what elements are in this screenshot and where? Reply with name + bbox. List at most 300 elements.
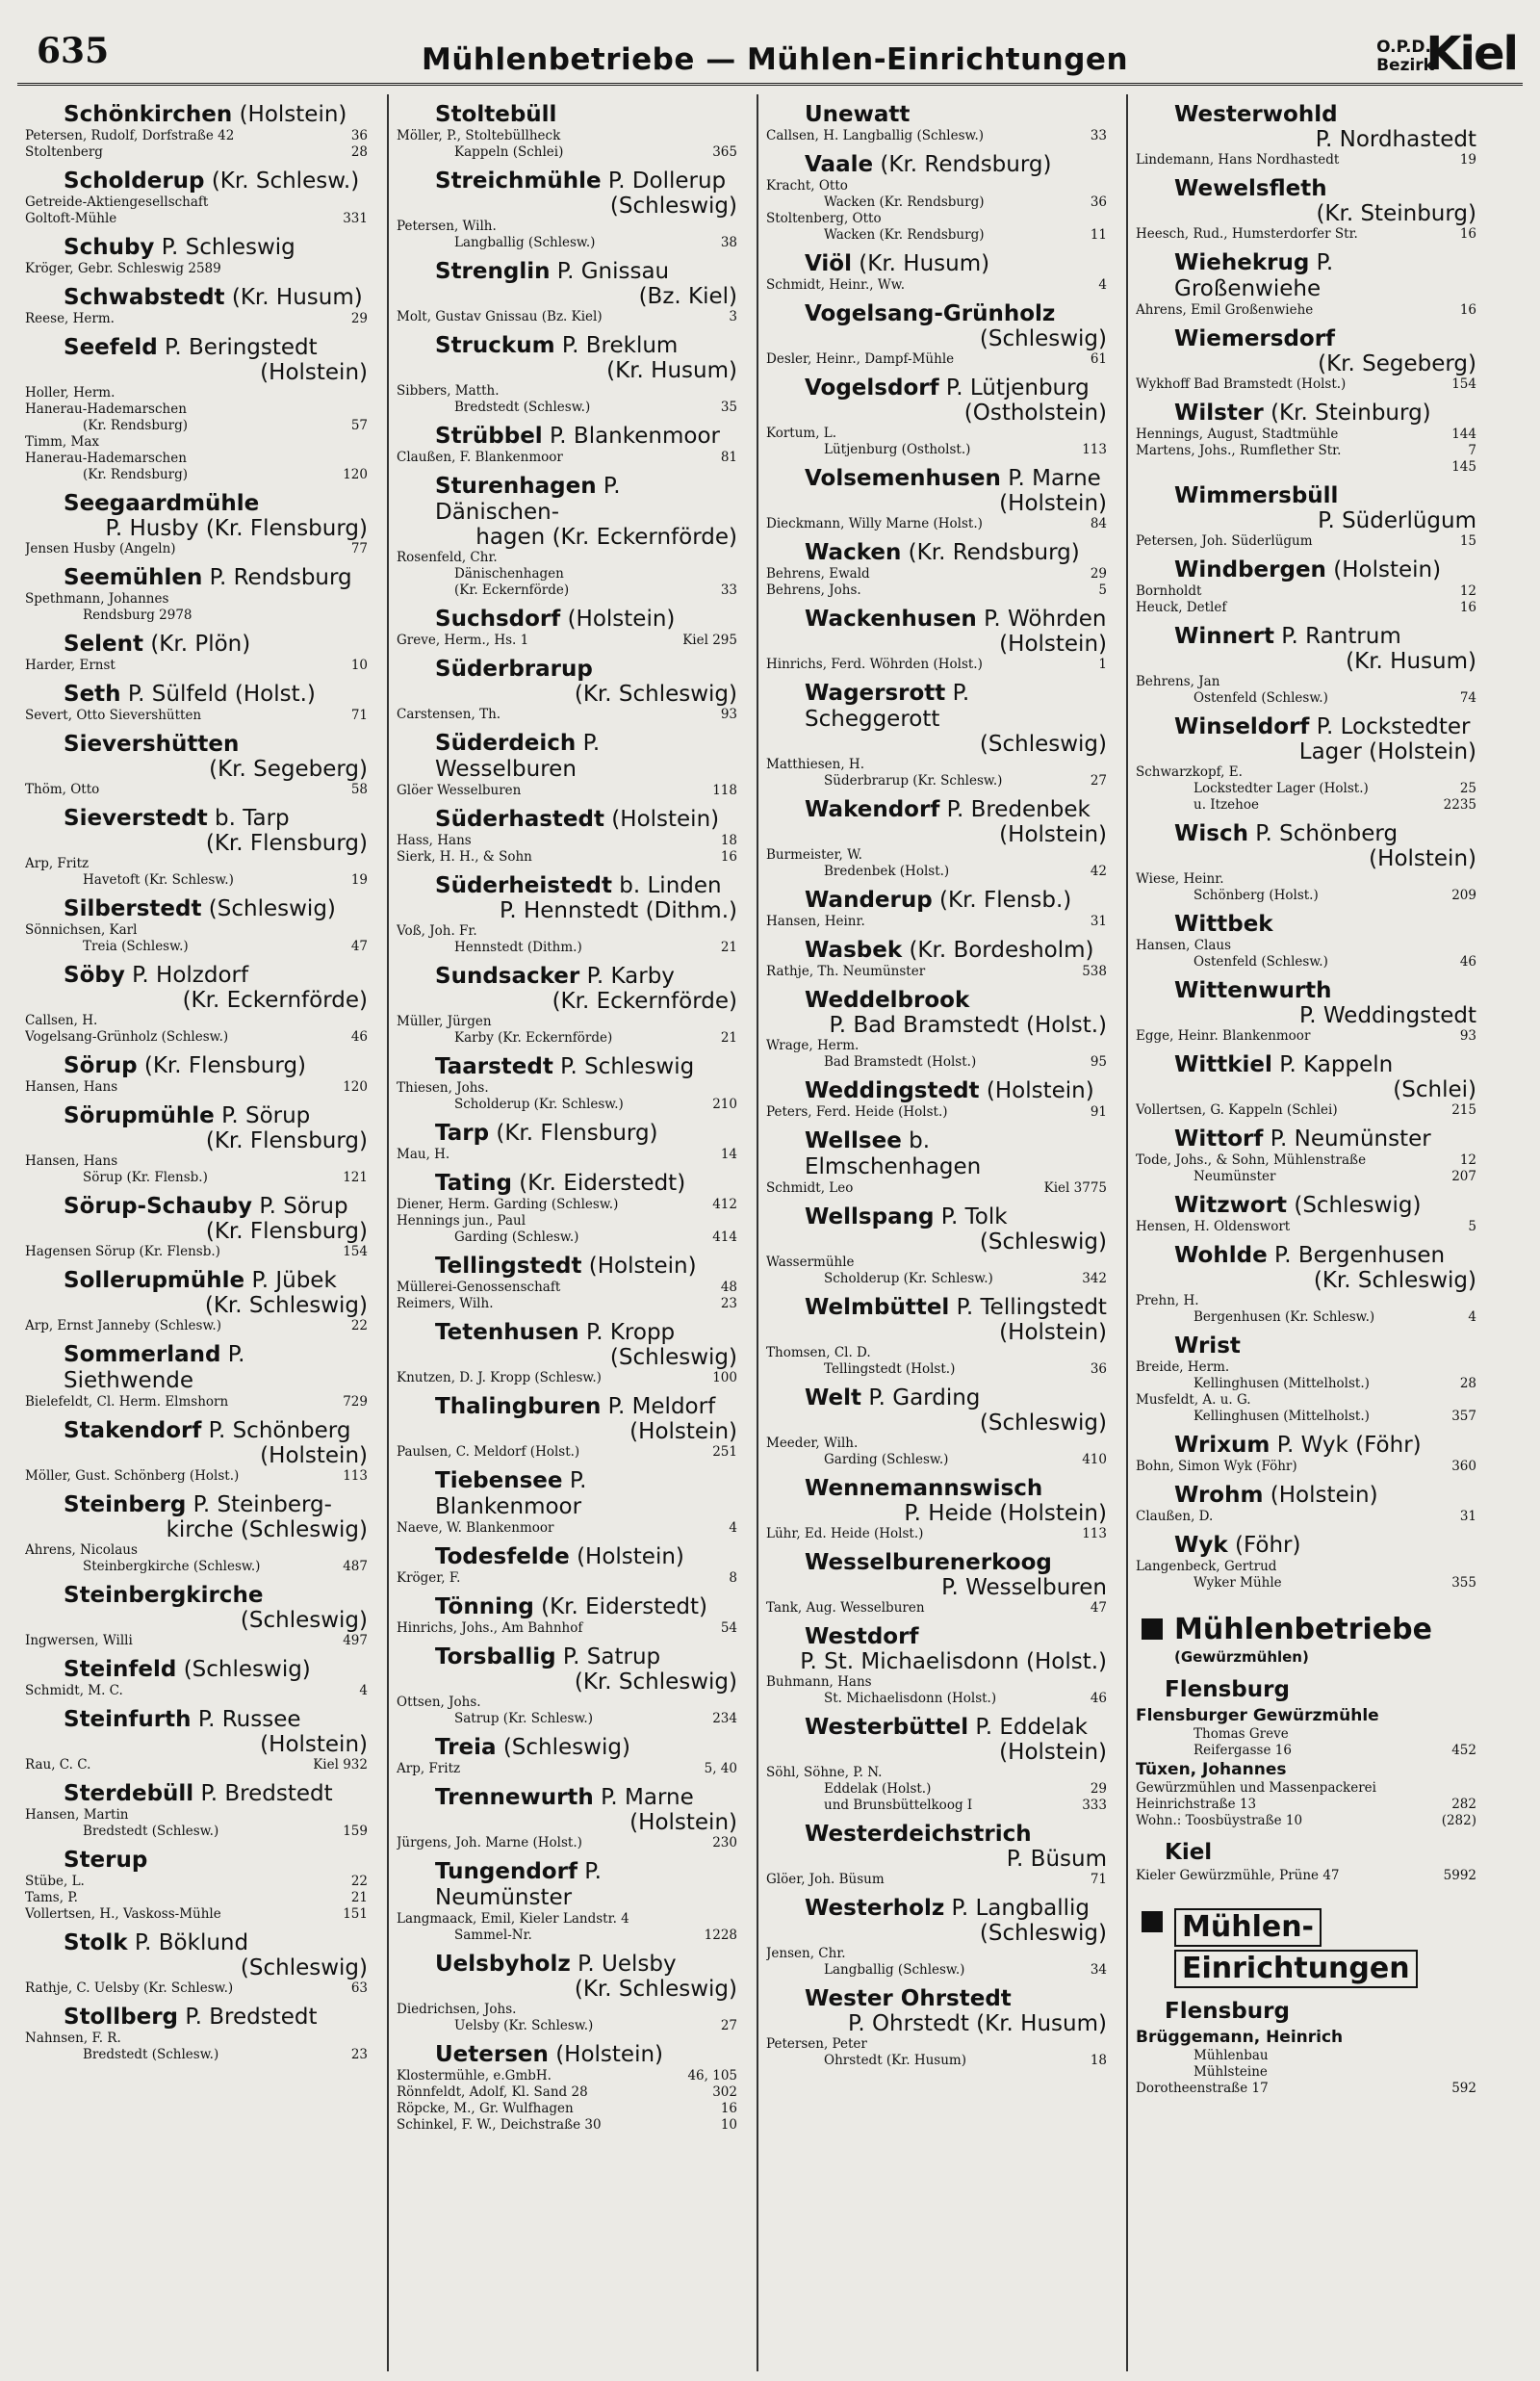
place-heading bbox=[766, 1822, 1107, 1848]
place-heading bbox=[1136, 714, 1476, 740]
listing-line bbox=[1136, 1219, 1476, 1235]
listing-name: Wassermühle bbox=[766, 1255, 855, 1270]
listing-line bbox=[397, 1444, 737, 1461]
listing-number bbox=[1103, 426, 1107, 442]
listing-line bbox=[766, 1962, 1107, 1979]
place-name: Silberstedt bbox=[64, 896, 202, 921]
listing-name: Schmidt, Leo bbox=[766, 1180, 854, 1196]
listing-line bbox=[25, 1559, 368, 1575]
place-detail: (Kr. Bordesholm) bbox=[909, 938, 1094, 963]
listing-name: Wrage, Herm. bbox=[766, 1038, 860, 1053]
place-entry bbox=[397, 1054, 737, 1113]
place-detail: P. Schleswig bbox=[560, 1054, 695, 1079]
listing-name: Hansen, Claus bbox=[1136, 938, 1232, 953]
listing-name: Bornholdt bbox=[1136, 583, 1202, 599]
listing-number: 3 bbox=[729, 309, 737, 324]
page-header bbox=[17, 27, 1523, 86]
place-entry bbox=[1136, 176, 1476, 243]
listing-number: 35 bbox=[720, 400, 737, 415]
listing-number: 538 bbox=[1082, 964, 1107, 979]
listing-name: Hensen, H. Oldenswort bbox=[1136, 1219, 1291, 1234]
place-name: Westerdeichstrich bbox=[805, 1822, 1032, 1847]
listing-name: Diener, Herm. Garding (Schlesw.) bbox=[397, 1197, 619, 1212]
listing-name: Musfeldt, A. u. G. bbox=[1136, 1392, 1251, 1408]
place-heading bbox=[397, 1254, 737, 1280]
listing-number bbox=[733, 2002, 737, 2018]
place-name: Wohlde bbox=[1174, 1243, 1268, 1268]
place-entry bbox=[397, 2042, 737, 2134]
place-heading bbox=[766, 1476, 1107, 1502]
place-heading bbox=[397, 1544, 737, 1570]
listing-name: Claußen, D. bbox=[1136, 1509, 1214, 1524]
section-heading bbox=[1136, 1905, 1476, 1988]
place-detail-continued: (Holstein) bbox=[629, 1419, 737, 1444]
place-name: Wrohm bbox=[1174, 1483, 1264, 1508]
listing-name: (Kr. Rendsburg) bbox=[83, 418, 189, 433]
listing-number: 21 bbox=[720, 940, 737, 955]
place-entry bbox=[1136, 624, 1476, 707]
place-name: Vogelsdorf bbox=[805, 375, 939, 401]
listing-name: Langenbeck, Gertrud bbox=[1136, 1559, 1277, 1574]
place-heading bbox=[397, 1320, 737, 1346]
listing-number: 29 bbox=[1090, 1781, 1107, 1797]
place-detail: (Holstein) bbox=[1333, 557, 1442, 582]
place-name: Suchsdorf bbox=[435, 607, 561, 632]
listing-line bbox=[25, 608, 368, 624]
place-entry bbox=[25, 896, 368, 955]
listing-line bbox=[766, 657, 1107, 673]
place-name: Taarstedt bbox=[435, 1054, 553, 1079]
listing-name: Bohn, Simon Wyk (Föhr) bbox=[1136, 1459, 1297, 1474]
listing-name: Wyker Mühle bbox=[1194, 1575, 1282, 1591]
listing-line bbox=[1136, 1726, 1476, 1743]
listing-name: Ingwersen, Willi bbox=[25, 1633, 133, 1648]
place-heading bbox=[1136, 176, 1476, 202]
place-name: Wackenhusen bbox=[805, 607, 977, 632]
listing-line bbox=[766, 864, 1107, 880]
listing-name: Rönnfeldt, Adolf, Kl. Sand 28 bbox=[397, 2084, 588, 2100]
place-entry bbox=[766, 301, 1107, 368]
place-detail: P. Holzdorf bbox=[132, 963, 249, 988]
listing-number: 100 bbox=[712, 1370, 737, 1385]
place-heading bbox=[766, 607, 1107, 633]
place-detail: P. Bredstedt bbox=[200, 1781, 333, 1806]
place-heading bbox=[766, 1624, 1107, 1650]
listing-line bbox=[397, 2002, 737, 2018]
place-detail: P. Tolk bbox=[940, 1204, 1008, 1229]
place-name: Wiehekrug bbox=[1174, 250, 1310, 275]
column-4 bbox=[1126, 94, 1484, 2371]
listing-number: 16 bbox=[1459, 302, 1476, 318]
listing-line bbox=[25, 872, 368, 889]
place-heading bbox=[1136, 1433, 1476, 1459]
listing-number bbox=[1473, 1726, 1476, 1743]
place-detail-continued: (Schlei) bbox=[1393, 1077, 1476, 1102]
listing-name: Knutzen, D. J. Kropp (Schlesw.) bbox=[397, 1370, 602, 1385]
listing-name: Vollertsen, G. Kappeln (Schlei) bbox=[1136, 1102, 1338, 1118]
place-name: Sommerland bbox=[64, 1342, 221, 1367]
place-detail: P. Siethwende bbox=[64, 1342, 245, 1393]
listing-name: Wykhoff Bad Bramstedt (Holst.) bbox=[1136, 376, 1347, 392]
listing-number: 120 bbox=[343, 467, 368, 482]
place-entry bbox=[766, 888, 1107, 930]
place-name: Schwabstedt bbox=[64, 285, 225, 310]
listing-name: Callsen, H. bbox=[25, 1013, 98, 1028]
listing-number: 18 bbox=[1090, 2053, 1107, 2068]
listing-name: Langballig (Schlesw.) bbox=[824, 1962, 965, 1978]
listing-name: Stübe, L. bbox=[25, 1874, 85, 1889]
listing-name bbox=[1136, 459, 1448, 476]
listing-line bbox=[766, 1691, 1107, 1707]
place-heading bbox=[1136, 1483, 1476, 1509]
place-detail: (Holstein) bbox=[986, 1078, 1094, 1103]
place-detail: b. Tarp bbox=[215, 806, 290, 831]
listing-number: 10 bbox=[350, 658, 368, 673]
listing-number: 61 bbox=[1090, 351, 1107, 367]
place-entry bbox=[766, 1295, 1107, 1378]
listing-number: 16 bbox=[720, 2101, 737, 2116]
listing-name: Kröger, Gebr. Schleswig 2589 bbox=[25, 261, 221, 276]
place-name: Strenglin bbox=[435, 259, 551, 284]
place-heading bbox=[766, 1295, 1107, 1321]
listing-line bbox=[397, 2101, 737, 2117]
listing-number bbox=[1103, 1255, 1107, 1271]
place-detail-continued: (Holstein) bbox=[999, 822, 1107, 847]
listing-name: Dänischenhagen bbox=[454, 566, 564, 582]
place-entry bbox=[1136, 1193, 1476, 1235]
place-entry bbox=[766, 1476, 1107, 1542]
listing-line bbox=[766, 277, 1107, 294]
place-heading bbox=[766, 1986, 1107, 2012]
place-entry bbox=[397, 1544, 737, 1587]
listing-line bbox=[397, 383, 737, 400]
place-name: Winseldorf bbox=[1174, 714, 1310, 739]
place-name: Sollerupmühle bbox=[64, 1268, 245, 1293]
listing-number: 357 bbox=[1451, 1409, 1476, 1424]
listing-name: Severt, Otto Sievershütten bbox=[25, 708, 202, 723]
listing-line bbox=[1136, 459, 1476, 476]
listing-number: 34 bbox=[1090, 1962, 1107, 1978]
place-heading bbox=[25, 896, 368, 922]
listing-number bbox=[1103, 1038, 1107, 1054]
listing-name: Havetoft (Kr. Schlesw.) bbox=[83, 872, 234, 888]
listing-name: Garding (Schlesw.) bbox=[454, 1229, 579, 1245]
place-detail: (Kr. Steinburg) bbox=[1270, 401, 1431, 426]
place-detail: (Holstein) bbox=[567, 607, 676, 632]
listing-number bbox=[1473, 871, 1476, 888]
listing-line bbox=[397, 2018, 737, 2034]
listing-name: Lockstedter Lager (Holst.) bbox=[1194, 781, 1369, 796]
place-heading bbox=[1136, 102, 1476, 128]
listing-name: Tellingstedt (Holst.) bbox=[824, 1361, 956, 1377]
place-heading bbox=[397, 168, 737, 194]
listing-line bbox=[766, 516, 1107, 532]
listing-line bbox=[766, 1436, 1107, 1452]
listing-number: 5, 40 bbox=[704, 1761, 737, 1776]
place-name: Vaale bbox=[805, 152, 874, 177]
listing-number: 5 bbox=[1468, 1219, 1476, 1234]
place-name: Todesfelde bbox=[435, 1544, 570, 1569]
listing-line bbox=[1136, 1868, 1476, 1884]
listing-number bbox=[364, 608, 368, 624]
listing-line bbox=[397, 633, 737, 649]
listing-number: 251 bbox=[712, 1444, 737, 1460]
listing-line bbox=[397, 2084, 737, 2101]
listing-name: Mühlenbau bbox=[1194, 2048, 1269, 2063]
listing-line bbox=[1136, 600, 1476, 616]
place-name: Tellingstedt bbox=[435, 1254, 582, 1279]
listing-name: Greve, Herm., Hs. 1 bbox=[397, 633, 529, 648]
listing-name: Schmidt, M. C. bbox=[25, 1683, 123, 1698]
listing-number bbox=[1103, 1946, 1107, 1962]
listing-number: 31 bbox=[1459, 1509, 1476, 1524]
listing-number: 22 bbox=[350, 1874, 368, 1889]
listing-number: 71 bbox=[1090, 1872, 1107, 1887]
column-1 bbox=[17, 94, 375, 2371]
place-detail-continued: (Holstein) bbox=[260, 1443, 368, 1468]
listing-line bbox=[766, 964, 1107, 980]
place-heading bbox=[766, 1385, 1107, 1411]
listing-number: 12 bbox=[1459, 1152, 1476, 1168]
place-entry bbox=[766, 152, 1107, 244]
place-entry bbox=[25, 102, 368, 161]
listing-number: 16 bbox=[1459, 600, 1476, 615]
place-entry bbox=[1136, 1433, 1476, 1475]
listing-number: 71 bbox=[350, 708, 368, 723]
listing-line bbox=[25, 1244, 368, 1260]
listing-number: 31 bbox=[1090, 914, 1107, 929]
listing-line bbox=[766, 1361, 1107, 1378]
place-entry bbox=[25, 491, 368, 557]
listing-line bbox=[397, 1014, 737, 1030]
column-2 bbox=[387, 94, 745, 2371]
place-entry bbox=[766, 540, 1107, 599]
listing-number: 84 bbox=[1090, 516, 1107, 531]
place-name: Tönning bbox=[435, 1594, 534, 1619]
place-name: Wagersrott bbox=[805, 681, 946, 706]
listing-name: Bredstedt (Schlesw.) bbox=[454, 400, 591, 415]
listing-line bbox=[397, 849, 737, 866]
listing-number: 29 bbox=[350, 311, 368, 326]
listing-line bbox=[1136, 1409, 1476, 1425]
place-entry bbox=[397, 333, 737, 416]
place-entry bbox=[397, 259, 737, 325]
place-detail-continued: (Kr. Segeberg) bbox=[209, 757, 368, 782]
listing-line bbox=[1136, 1509, 1476, 1525]
place-entry bbox=[397, 1594, 737, 1637]
listing-number: 120 bbox=[343, 1079, 368, 1095]
listing-name: Hanerau-Hademarschen bbox=[25, 451, 187, 466]
region-name: Kiel bbox=[1425, 27, 1517, 81]
place-detail-continued: P. St. Michaelisdonn (Holst.) bbox=[800, 1649, 1107, 1674]
listing-line bbox=[25, 541, 368, 557]
listing-line bbox=[25, 856, 368, 872]
place-detail-continued: (Kr. Flensburg) bbox=[205, 831, 368, 856]
listing-line bbox=[1136, 1780, 1476, 1797]
place-heading bbox=[25, 491, 368, 517]
place-detail: P. Russee bbox=[197, 1707, 301, 1732]
firm-name: Flensburger Gewürzmühle bbox=[1136, 1706, 1379, 1725]
listing-line bbox=[25, 434, 368, 451]
listing-number: 33 bbox=[1090, 128, 1107, 143]
listing-name: Vollertsen, H., Vaskoss-Mühle bbox=[25, 1906, 221, 1922]
listing-number bbox=[733, 566, 737, 582]
listing-number bbox=[1473, 2048, 1476, 2064]
listing-number: 91 bbox=[1090, 1104, 1107, 1120]
listing-line bbox=[25, 2031, 368, 2047]
listing-line bbox=[1136, 1797, 1476, 1813]
listing-name: Reimers, Wilh. bbox=[397, 1296, 494, 1311]
listing-line bbox=[766, 1600, 1107, 1617]
place-entry bbox=[766, 1550, 1107, 1617]
listing-number: 159 bbox=[343, 1824, 368, 1839]
place-detail-continued: (Ostholstein) bbox=[963, 401, 1107, 426]
listing-name: Glöer, Joh. Büsum bbox=[766, 1872, 885, 1887]
listing-line bbox=[397, 707, 737, 723]
listing-name: Lühr, Ed. Heide (Holst.) bbox=[766, 1526, 924, 1541]
listing-number: 19 bbox=[350, 872, 368, 888]
listing-line bbox=[1136, 2081, 1476, 2097]
listing-line bbox=[766, 566, 1107, 582]
listing-line bbox=[766, 1872, 1107, 1888]
place-detail: P. Wesselburen bbox=[435, 731, 601, 782]
listing-name: Petersen, Rudolf, Dorfstraße 42 bbox=[25, 128, 235, 143]
listing-line bbox=[397, 1620, 737, 1637]
place-entry bbox=[397, 1394, 737, 1461]
listing-name: Rathje, C. Uelsby (Kr. Schlesw.) bbox=[25, 1980, 234, 1996]
place-detail-continued: (Kr. Eckernförde) bbox=[552, 989, 737, 1014]
listing-number: 27 bbox=[720, 2018, 737, 2033]
listing-line bbox=[766, 1674, 1107, 1691]
place-name: Wennemannswisch bbox=[805, 1476, 1043, 1501]
listing-number bbox=[1473, 764, 1476, 781]
listing-number bbox=[1103, 1765, 1107, 1781]
listing-line bbox=[1136, 871, 1476, 888]
place-detail: P. Rendsburg bbox=[209, 565, 352, 590]
listing-name: Steinbergkirche (Schlesw.) bbox=[83, 1559, 261, 1574]
place-detail: (Schleswig) bbox=[183, 1657, 311, 1682]
place-detail: P. Garding bbox=[868, 1385, 981, 1410]
listing-name: Hass, Hans bbox=[397, 833, 472, 848]
listing-line bbox=[1136, 764, 1476, 781]
listing-line bbox=[25, 1824, 368, 1840]
listing-number: 1228 bbox=[704, 1928, 737, 1943]
listing-line bbox=[397, 1835, 737, 1851]
listing-name: Heuck, Detlef bbox=[1136, 600, 1227, 615]
listing-name: Burmeister, W. bbox=[766, 847, 862, 863]
place-detail-continued: P. Ohrstedt (Kr. Husum) bbox=[848, 2011, 1107, 2036]
listing-name: Scholderup (Kr. Schlesw.) bbox=[824, 1271, 993, 1286]
listing-number bbox=[364, 1542, 368, 1559]
listing-name: Buhmann, Hans bbox=[766, 1674, 872, 1690]
listing-number bbox=[1473, 2064, 1476, 2081]
listing-number bbox=[733, 1213, 737, 1229]
listing-number: 1 bbox=[1098, 657, 1107, 672]
firm-lines bbox=[1136, 2048, 1476, 2097]
listing-name: Rendsburg 2978 bbox=[83, 608, 192, 623]
listing-name: Behrens, Johs. bbox=[766, 582, 861, 598]
listing-name: Behrens, Jan bbox=[1136, 674, 1220, 689]
place-heading bbox=[397, 1594, 737, 1620]
listing-line bbox=[25, 1153, 368, 1170]
place-detail-continued: P. Heide (Holstein) bbox=[904, 1501, 1107, 1526]
place-detail: (Kr. Plön) bbox=[150, 632, 251, 657]
listing-name: (Kr. Rendsburg) bbox=[83, 467, 189, 482]
place-name: Westerwohld bbox=[1174, 102, 1338, 127]
place-name: Stollberg bbox=[64, 2005, 178, 2030]
listing-number: 16 bbox=[1459, 226, 1476, 242]
listing-line bbox=[1136, 427, 1476, 443]
place-detail: P. Marne bbox=[601, 1785, 694, 1810]
place-detail: (Kr. Eiderstedt) bbox=[541, 1594, 708, 1619]
place-detail-continued: (Holstein) bbox=[1369, 846, 1476, 871]
place-heading bbox=[1136, 401, 1476, 427]
listing-number: 144 bbox=[1451, 427, 1476, 442]
listing-line bbox=[766, 914, 1107, 930]
listing-name: Kellinghusen (Mittelholst.) bbox=[1194, 1409, 1370, 1424]
place-heading bbox=[1136, 250, 1476, 302]
place-entry bbox=[766, 988, 1107, 1071]
place-heading bbox=[397, 1171, 737, 1197]
listing-name: Müllerei-Genossenschaft bbox=[397, 1280, 561, 1295]
listing-number: 23 bbox=[720, 1296, 737, 1311]
column-4-entries bbox=[1136, 102, 1476, 1592]
place-name: Wrist bbox=[1174, 1333, 1241, 1359]
listing-line bbox=[25, 401, 368, 418]
listing-number: Kiel 3775 bbox=[1043, 1180, 1107, 1196]
place-detail: P. Jübek bbox=[251, 1268, 337, 1293]
place-heading bbox=[397, 259, 737, 285]
listing-number: 154 bbox=[1451, 376, 1476, 392]
place-entry bbox=[397, 102, 737, 161]
listing-number: (282) bbox=[1441, 1813, 1476, 1828]
listing-name: Meeder, Wilh. bbox=[766, 1436, 859, 1451]
place-entry bbox=[766, 797, 1107, 880]
place-detail: P. Kappeln bbox=[1279, 1052, 1394, 1077]
place-name: Seegaardmühle bbox=[64, 491, 260, 516]
listing-name: Arp, Ernst Janneby (Schlesw.) bbox=[25, 1318, 221, 1333]
place-entry bbox=[397, 1320, 737, 1386]
listing-number bbox=[1103, 2036, 1107, 2053]
listing-name: Schönberg (Holst.) bbox=[1194, 888, 1319, 903]
listing-name: Langmaack, Emil, Kieler Landstr. 4 bbox=[397, 1911, 629, 1927]
listing-name: Schinkel, F. W., Deichstraße 30 bbox=[397, 2117, 602, 2133]
listing-line bbox=[766, 227, 1107, 244]
listing-line bbox=[1136, 1359, 1476, 1376]
place-entry bbox=[25, 1930, 368, 1997]
place-name: Wisch bbox=[1174, 821, 1248, 846]
place-detail-continued: P. Hennstedt (Dithm.) bbox=[500, 898, 737, 923]
listing-line bbox=[1136, 1293, 1476, 1309]
listing-number: 63 bbox=[350, 1980, 368, 1996]
listing-name: Scholderup (Kr. Schlesw.) bbox=[454, 1097, 624, 1112]
place-detail: P. Breklum bbox=[561, 333, 679, 358]
listing-number: 729 bbox=[343, 1394, 368, 1410]
listing-name: Gewürzmühlen und Massenpackerei bbox=[1136, 1780, 1376, 1796]
listing-line bbox=[766, 426, 1107, 442]
listing-line bbox=[397, 144, 737, 161]
listing-number: 410 bbox=[1082, 1452, 1107, 1467]
place-name: Wakendorf bbox=[805, 797, 940, 822]
listing-number: 36 bbox=[350, 128, 368, 143]
listing-name: Petersen, Joh. Süderlügum bbox=[1136, 533, 1313, 549]
listing-line bbox=[25, 1980, 368, 1997]
place-name: Süderheistedt bbox=[435, 873, 612, 898]
listing-number: 36 bbox=[1090, 194, 1107, 210]
listing-line bbox=[25, 385, 368, 401]
place-entry bbox=[1136, 1533, 1476, 1592]
place-entry bbox=[766, 1078, 1107, 1121]
